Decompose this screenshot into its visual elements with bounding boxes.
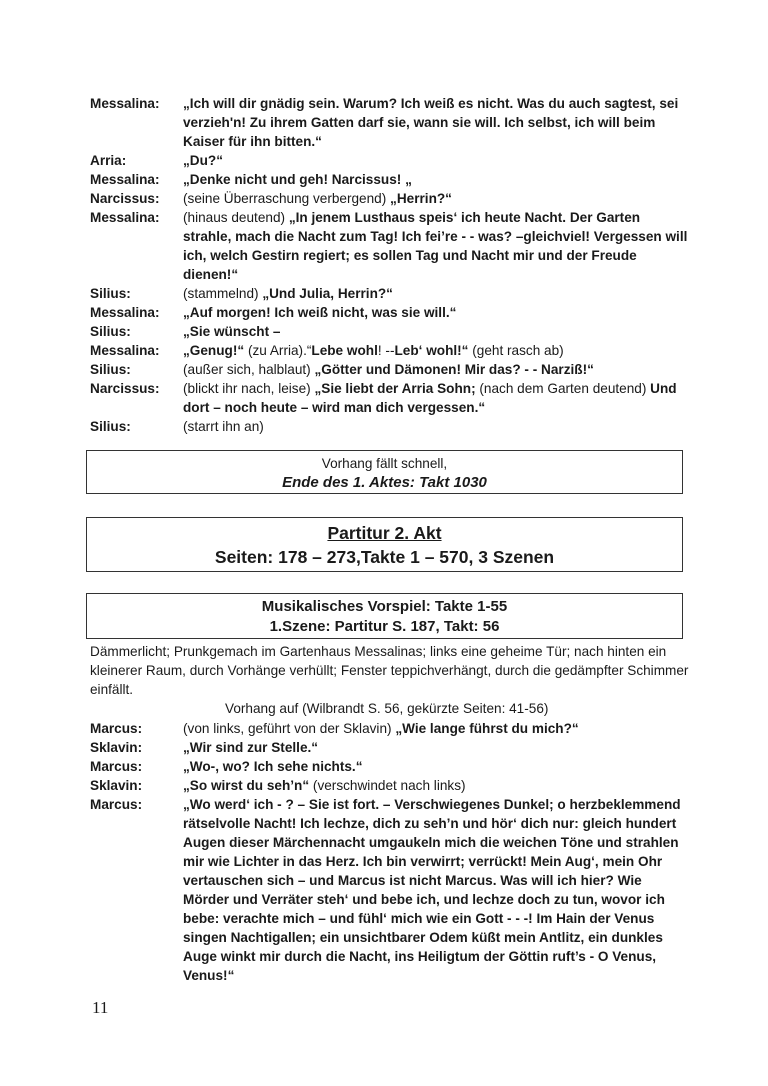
act2-title: Partitur 2. Akt xyxy=(327,523,442,543)
speaker-name: Silius: xyxy=(90,362,131,377)
speaker-name: Messalina: xyxy=(90,343,160,358)
dialogue-line xyxy=(90,94,690,151)
stage-note: (zu Arria).“ xyxy=(244,343,312,358)
dialogue-text xyxy=(183,170,690,189)
dialogue-text xyxy=(183,719,690,738)
dialogue-line xyxy=(90,284,690,303)
spoken-text: „Denke nicht und geh! Narcissus! „ xyxy=(183,172,412,187)
stage-note: (nach dem Garten deutend) xyxy=(475,381,651,396)
spoken-text: „Wir sind zur Stelle.“ xyxy=(183,740,319,755)
spoken-text: „Genug!“ xyxy=(183,343,245,358)
spoken-text: „Du?“ xyxy=(183,153,224,168)
stage-note: ! -- xyxy=(377,343,395,358)
dialogue-text xyxy=(183,776,690,795)
dialogue-text xyxy=(183,341,690,360)
dialogue-line xyxy=(90,719,690,738)
dialogue-block-act1 xyxy=(90,94,690,436)
spoken-text: „So wirst du seh’n“ xyxy=(183,778,310,793)
dialogue-text xyxy=(183,795,690,985)
curtain-line: Vorhang fällt schnell, xyxy=(321,456,448,471)
scene1-info: 1.Szene: Partitur S. 187, Takt: 56 xyxy=(269,618,500,635)
spoken-text: Leb‘ wohl!“ xyxy=(394,343,469,358)
stage-direction: Dämmerlicht; Prunkgemach im Gartenhaus Messalinas; links eine geheime Tür; nach hinten ein kleinerer Raum, durch Vorhänge verhüllt; Fenster teppichverhängt, durch die gedämpfter Schimmer einfällt. xyxy=(90,644,689,697)
dialogue-line xyxy=(90,776,690,795)
dialogue-line xyxy=(90,360,690,379)
dialogue-text xyxy=(183,738,690,757)
stage-note: (von links, geführt von der Sklavin) xyxy=(183,721,396,736)
speaker-name: Silius: xyxy=(90,419,131,434)
speaker-name: Silius: xyxy=(90,286,131,301)
spoken-text: „Wo werd‘ ich - ? – Sie ist fort. – Verschwiegenes Dunkel; o herzbeklemmend rätselvolle Nacht! Ich lechze, dich zu seh’n und hör‘ dich nur: gleich hundert Augen dieser Märchennacht umgaukeln mich die weichen Töne und strahlen mir wie Lichter in das Herz. Ich bin verwirrt; verrückt! Mein Aug‘, mein Ohr vertauschen sich – und Marcus ist nicht Marcus. Was will ich hier? Wie Mörder und Verräter steh‘ und bebe ich, und lechze doch zu tun, wovor ich bebe: verachte mich – und fühl‘ mich wie ein Gott - - -! Im Hain der Venus singen Nachtigallen; ein unsichtbarer Odem küßt mein Antlitz, ein dunkles Auge winkt mir durch die Nacht, ins Heiligtum der Göttin ruft’s - O Venus, Venus!“ xyxy=(183,797,681,983)
act2-box xyxy=(86,517,683,572)
speaker-name: Messalina: xyxy=(90,305,160,320)
dialogue-text xyxy=(183,94,690,151)
speaker-name: Sklavin: xyxy=(90,740,143,755)
speaker-name: Arria: xyxy=(90,153,127,168)
spoken-text: „Auf morgen! Ich weiß nicht, was sie will.“ xyxy=(183,305,457,320)
dialogue-text xyxy=(183,379,690,417)
speaker-name: Messalina: xyxy=(90,210,160,225)
prelude-box xyxy=(86,593,683,639)
speaker-name: Messalina: xyxy=(90,96,160,111)
stage-note: (verschwindet nach links) xyxy=(309,778,466,793)
spoken-text: „Herrin?“ xyxy=(390,191,452,206)
curtain-up-line: Vorhang auf (Wilbrandt S. 56, gekürzte Seiten: 41-56) xyxy=(225,701,549,716)
dialogue-line xyxy=(90,795,690,985)
dialogue-text xyxy=(183,360,690,379)
speaker-name: Sklavin: xyxy=(90,778,143,793)
spoken-text: „Sie wünscht – xyxy=(183,324,281,339)
spoken-text: „In jenem Lusthaus speis‘ ich heute Nacht. Der Garten strahle, mach die Nacht zum Tag! Ich fei’re - - was? –gleichviel! Vergessen will ich, welch Gestirn regiert; es sollen Tag und Nacht mir und der Freude dienen!“ xyxy=(183,210,688,282)
stage-note: (geht rasch ab) xyxy=(468,343,564,358)
spoken-text: „Und Julia, Herrin?“ xyxy=(262,286,393,301)
act2-details: Seiten: 178 – 273,Takte 1 – 570, 3 Szenen xyxy=(214,547,555,567)
speaker-name: Marcus: xyxy=(90,721,143,736)
speaker-name: Marcus: xyxy=(90,797,143,812)
dialogue-text xyxy=(183,417,690,436)
dialogue-line xyxy=(90,738,690,757)
dialogue-text xyxy=(183,322,690,341)
dialogue-line xyxy=(90,379,690,417)
speaker-name: Narcissus: xyxy=(90,191,160,206)
stage-note: (stammelnd) xyxy=(183,286,263,301)
spoken-text: „Sie liebt der Arria Sohn; xyxy=(314,381,476,396)
curtain-box xyxy=(86,450,683,494)
speaker-name: Messalina: xyxy=(90,172,160,187)
dialogue-text xyxy=(183,284,690,303)
speaker-name: Narcissus: xyxy=(90,381,160,396)
speaker-name: Marcus: xyxy=(90,759,143,774)
prelude-title: Musikalisches Vorspiel: Takte 1-55 xyxy=(261,598,508,615)
stage-note: (hinaus deutend) xyxy=(183,210,289,225)
page-number: 11 xyxy=(92,998,109,1017)
dialogue-text xyxy=(183,208,690,284)
dialogue-line xyxy=(90,341,690,360)
dialogue-line xyxy=(90,417,690,436)
spoken-text: Und dort – noch heute – wird man dich vergessen.“ xyxy=(183,381,677,415)
stage-note: (blickt ihr nach, leise) xyxy=(183,381,315,396)
stage-note: (außer sich, halblaut) xyxy=(183,362,315,377)
dialogue-line xyxy=(90,151,690,170)
dialogue-line xyxy=(90,757,690,776)
spoken-text: „Ich will dir gnädig sein. Warum? Ich weiß es nicht. Was du auch sagtest, sei verzieh'n! Zu ihrem Gatten darf sie, wann sie will. Ich selbst, ich will beim Kaiser für ihn bitten.“ xyxy=(183,96,679,149)
spoken-text: „Wo-, wo? Ich sehe nichts.“ xyxy=(183,759,363,774)
spoken-text: Lebe wohl xyxy=(311,343,378,358)
dialogue-text xyxy=(183,151,690,170)
dialogue-line xyxy=(90,322,690,341)
dialogue-line xyxy=(90,208,690,284)
dialogue-line xyxy=(90,189,690,208)
act-end-line: Ende des 1. Aktes: Takt 1030 xyxy=(282,474,487,491)
stage-note: (seine Überraschung verbergend) xyxy=(183,191,391,206)
spoken-text: „Wie lange führst du mich?“ xyxy=(395,721,579,736)
dialogue-line xyxy=(90,303,690,322)
stage-note: (starrt ihn an) xyxy=(183,419,264,434)
dialogue-text xyxy=(183,189,690,208)
dialogue-text xyxy=(183,757,690,776)
spoken-text: „Götter und Dämonen! Mir das? - - Narziß!“ xyxy=(314,362,594,377)
dialogue-text xyxy=(183,303,690,322)
dialogue-line xyxy=(90,170,690,189)
dialogue-block-act2 xyxy=(90,719,690,985)
speaker-name: Silius: xyxy=(90,324,131,339)
